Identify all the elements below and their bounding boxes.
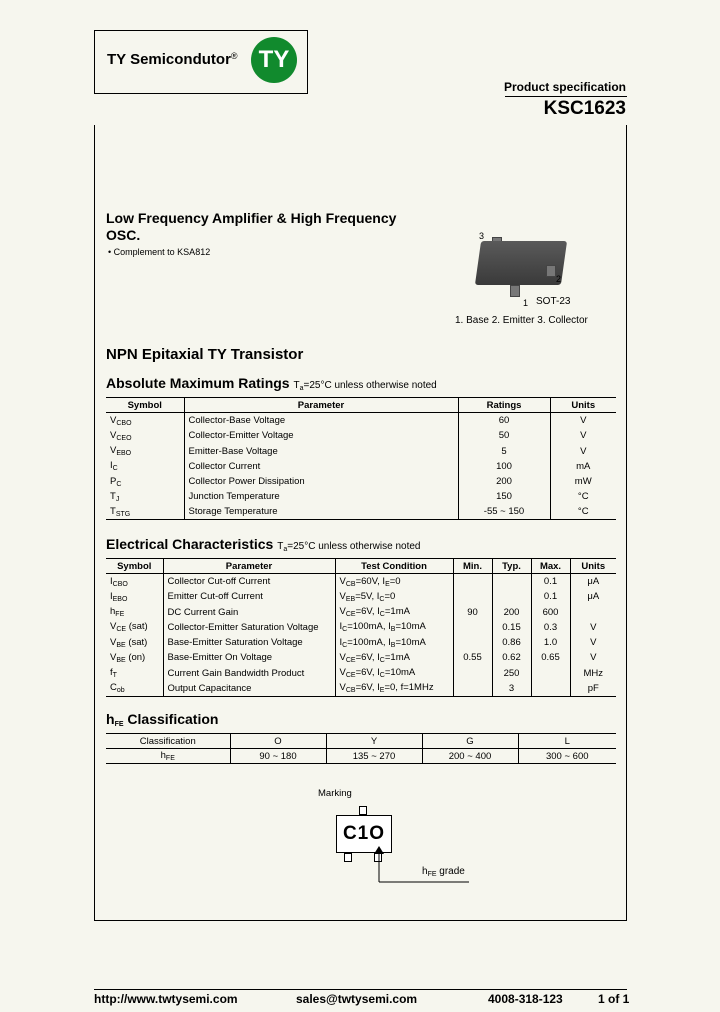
symbol-suffix: (sat) xyxy=(126,621,148,633)
parameter-cell: Emitter Cut-off Current xyxy=(163,589,335,604)
symbol-suffix: (sat) xyxy=(125,636,148,648)
max-cell: 0.1 xyxy=(531,574,570,589)
symbol-subscript: T xyxy=(112,672,117,680)
rating-cell: 150 xyxy=(458,489,550,504)
company-logo-box xyxy=(94,30,308,94)
rating-cell: -55 ~ 150 xyxy=(458,505,550,520)
symbol-subscript: STG xyxy=(115,510,131,518)
unit-cell: mA xyxy=(576,460,591,472)
symbol-cell xyxy=(106,604,163,619)
symbol-cell xyxy=(106,681,163,696)
test-condition-cell: $V_{CE}=6V$, $I_C=10mA$ xyxy=(335,666,453,681)
company-name: TY Semicondutor® xyxy=(107,51,238,68)
table-row xyxy=(106,443,616,458)
symbol-subscript: C xyxy=(116,480,122,488)
symbol-cell xyxy=(106,413,184,428)
range-cell: 300 ~ 600 xyxy=(518,749,616,764)
symbol-subscript: CBO xyxy=(112,580,128,588)
package-pin-2 xyxy=(546,265,556,277)
parameter-cell: DC Current Gain xyxy=(163,604,335,619)
column-header: Units xyxy=(550,398,616,413)
symbol-cell xyxy=(106,474,184,489)
symbol-subscript: C xyxy=(112,465,118,473)
parameter-cell: Collector-Base Voltage xyxy=(184,413,458,428)
marking-code: C1O xyxy=(336,815,392,853)
table-row xyxy=(106,459,616,474)
unit-cell: mW xyxy=(574,476,592,488)
min-cell xyxy=(453,681,492,696)
device-description: Low Frequency Amplifier & High Frequency OSC. xyxy=(106,210,397,243)
footer-divider xyxy=(94,989,627,990)
abs-max-heading: Absolute Maximum Ratings $T_a=25^\circ C$ unless otherwise noted xyxy=(106,375,437,392)
parameter-cell: Base-Emitter Saturation Voltage xyxy=(163,635,335,650)
table-row xyxy=(106,489,616,504)
parameter-cell: Collector-Emitter Voltage xyxy=(184,428,458,443)
typ-cell: 200 xyxy=(492,604,531,619)
device-type-title: NPN Epitaxial TY Transistor xyxy=(106,346,304,363)
symbol-subscript: EBO xyxy=(112,595,128,603)
parameter-cell: Collector Cut-off Current xyxy=(163,574,335,589)
table-row xyxy=(106,604,616,619)
test-condition-cell: $V_{CB}=60V$, $I_E=0$ xyxy=(335,574,453,589)
frame-right-border xyxy=(626,125,627,920)
rating-cell: 60 xyxy=(458,413,550,428)
symbol-letter: h xyxy=(110,606,116,618)
max-cell: 1.0 xyxy=(531,635,570,650)
max-cell: 0.1 xyxy=(531,589,570,604)
column-header: Symbol xyxy=(106,559,163,574)
max-cell xyxy=(531,681,570,696)
symbol-letter: V xyxy=(110,429,117,441)
classification-row xyxy=(106,734,616,749)
marking-pin-left xyxy=(344,853,352,862)
class-cell: Y xyxy=(326,734,422,749)
test-condition-cell: $I_C=100mA$, $I_B=10mA$ xyxy=(335,620,453,635)
table-row xyxy=(106,474,616,489)
symbol-letter: I xyxy=(110,460,113,472)
email-link[interactable]: sales@twtysemi.com xyxy=(296,992,418,1006)
column-header: Min. xyxy=(453,559,492,574)
symbol-cell xyxy=(106,666,163,681)
symbol-cell xyxy=(106,443,184,458)
header-divider xyxy=(505,96,627,97)
ty-logo-icon: TY xyxy=(251,37,297,83)
parameter-cell: Collector Current xyxy=(184,459,458,474)
part-number: KSC1623 xyxy=(543,98,626,119)
unit-cell: V xyxy=(590,637,597,649)
typ-cell: 0.86 xyxy=(492,635,531,650)
table-row xyxy=(106,505,616,520)
hfe-class-heading: $h_{FE}$ Classification xyxy=(106,711,219,728)
unit-cell: V xyxy=(580,415,587,427)
pin3-label: 3 xyxy=(479,231,485,241)
min-cell: 0.55 xyxy=(453,650,492,665)
column-header: Units xyxy=(570,559,616,574)
column-header: Test Condition xyxy=(335,559,453,574)
max-cell: 0.3 xyxy=(531,620,570,635)
min-cell xyxy=(453,620,492,635)
parameter-cell: Junction Temperature xyxy=(184,489,458,504)
typ-cell: 250 xyxy=(492,666,531,681)
elec-char-table xyxy=(106,558,616,697)
pin2-label: 2 xyxy=(556,274,562,284)
symbol-cell xyxy=(106,428,184,443)
doc-type: Product specification xyxy=(503,80,626,94)
abs-max-table xyxy=(106,397,616,520)
symbol-subscript: CEO xyxy=(116,434,132,442)
symbol-letter: P xyxy=(110,475,117,487)
symbol-subscript: J xyxy=(115,495,120,503)
column-header: Symbol xyxy=(106,398,184,413)
symbol-letter: T xyxy=(110,505,116,517)
pin1-label: 1 xyxy=(523,298,529,308)
unit-cell: °C xyxy=(577,491,589,503)
min-cell xyxy=(453,589,492,604)
unit-cell: V xyxy=(580,430,587,442)
parameter-cell: Storage Temperature xyxy=(184,505,458,520)
table-row xyxy=(106,589,616,604)
symbol-letter: V xyxy=(110,636,117,648)
unit-cell: V xyxy=(580,445,587,457)
table-row xyxy=(106,428,616,443)
symbol-cell xyxy=(106,650,163,665)
parameter-cell: Current Gain Bandwidth Product xyxy=(163,666,335,681)
typ-cell xyxy=(492,589,531,604)
symbol-subscript: BE xyxy=(116,641,126,649)
symbol-cell xyxy=(106,505,184,520)
rating-cell: 200 xyxy=(458,474,550,489)
range-cell: 135 ~ 270 xyxy=(326,749,422,764)
package-pin-1 xyxy=(510,285,520,297)
rating-cell: 100 xyxy=(458,459,550,474)
unit-cell: °C xyxy=(550,505,616,520)
class-cell: O xyxy=(230,734,326,749)
max-cell: 600 xyxy=(531,604,570,619)
column-header: Ratings xyxy=(458,398,550,413)
page-number: 1 of 1 xyxy=(598,992,630,1006)
symbol-letter: I xyxy=(110,575,113,587)
symbol-letter: V xyxy=(110,621,117,633)
unit-cell: MHz xyxy=(583,667,604,679)
parameter-cell: Emitter-Base Voltage xyxy=(184,443,458,458)
hfe-grade-label: $h_{FE}$ grade xyxy=(422,866,465,878)
column-header: Parameter xyxy=(184,398,458,413)
class-cell: L xyxy=(518,734,616,749)
symbol-subscript: ob xyxy=(116,687,125,695)
table-header-row xyxy=(106,559,616,574)
website-link[interactable]: http://www.twtysemi.com xyxy=(94,992,238,1006)
symbol-subscript: BE xyxy=(116,656,126,664)
test-condition-cell: $V_{CE}=6V$, $I_C=1mA$ xyxy=(335,650,453,665)
test-condition-cell: $V_{CB}=6V$, $I_E=0$, f=1MHz xyxy=(335,681,453,696)
symbol-cell xyxy=(106,635,163,650)
table-row xyxy=(106,666,616,681)
min-cell: 90 xyxy=(453,604,492,619)
parameter-cell: Collector-Emitter Saturation Voltage xyxy=(163,620,335,635)
parameter-cell: Collector Power Dissipation xyxy=(184,474,458,489)
symbol-cell xyxy=(106,574,163,589)
unit-cell: μA xyxy=(587,576,600,588)
unit-cell: V xyxy=(590,621,597,633)
symbol-letter: h xyxy=(160,750,166,761)
typ-cell: 0.62 xyxy=(492,650,531,665)
table-row xyxy=(106,635,616,650)
test-condition-cell: $I_C=100mA$, $I_B=10mA$ xyxy=(335,635,453,650)
symbol-subscript: CBO xyxy=(116,419,132,427)
table-header-row xyxy=(106,398,616,413)
symbol-cell xyxy=(106,620,163,635)
column-header: Max. xyxy=(531,559,570,574)
row-label: Classification xyxy=(106,734,230,749)
symbol-letter: f xyxy=(110,667,113,679)
rating-cell: 5 xyxy=(458,443,550,458)
row-label xyxy=(106,749,230,764)
sot23-package-drawing xyxy=(470,225,600,305)
unit-cell: μA xyxy=(587,591,600,603)
hfe-range-row xyxy=(106,749,616,764)
symbol-letter: T xyxy=(110,490,116,502)
range-cell: 90 ~ 180 xyxy=(230,749,326,764)
table-row xyxy=(106,681,616,696)
min-cell xyxy=(453,574,492,589)
rating-cell: 50 xyxy=(458,428,550,443)
typ-cell xyxy=(492,574,531,589)
unit-cell xyxy=(570,604,616,619)
package-name: SOT-23 xyxy=(536,296,571,307)
symbol-letter: V xyxy=(110,445,117,457)
column-header: Parameter xyxy=(163,559,335,574)
unit-cell: V xyxy=(590,652,597,664)
symbol-cell xyxy=(106,589,163,604)
symbol-cell xyxy=(106,459,184,474)
test-condition-cell: $V_{EB}=5V$, $I_C=0$ xyxy=(335,589,453,604)
table-row xyxy=(106,574,616,589)
parameter-cell: Output Capacitance xyxy=(163,681,335,696)
range-cell: 200 ~ 400 xyxy=(422,749,518,764)
symbol-letter: I xyxy=(110,590,113,602)
symbol-suffix: (on) xyxy=(125,651,146,663)
symbol-subscript: EBO xyxy=(116,450,132,458)
max-cell: 0.65 xyxy=(531,650,570,665)
marking-label: Marking xyxy=(318,788,352,799)
symbol-subscript: CE xyxy=(116,626,127,634)
min-cell xyxy=(453,666,492,681)
symbol-letter: C xyxy=(110,682,117,694)
marking-pin-top xyxy=(359,806,367,815)
frame-left-border xyxy=(94,125,95,920)
max-cell xyxy=(531,666,570,681)
symbol-letter: V xyxy=(110,651,117,663)
symbol-subscript: FE xyxy=(165,755,175,762)
parameter-cell: Base-Emitter On Voltage xyxy=(163,650,335,665)
hfe-class-table xyxy=(106,733,616,764)
typ-cell: 3 xyxy=(492,681,531,696)
class-cell: G xyxy=(422,734,518,749)
unit-cell: pF xyxy=(570,681,616,696)
table-row xyxy=(106,650,616,665)
test-condition-cell: $V_{CE}=6V$, $I_C=1mA$ xyxy=(335,604,453,619)
symbol-cell xyxy=(106,489,184,504)
column-header: Typ. xyxy=(492,559,531,574)
table-row xyxy=(106,413,616,428)
elec-char-heading: Electrical Characteristics $T_a=25^\circ C$ unless otherwise noted xyxy=(106,536,421,553)
phone-number: 4008-318-123 xyxy=(488,992,563,1006)
min-cell xyxy=(453,635,492,650)
table-row xyxy=(106,620,616,635)
frame-bottom-border xyxy=(94,920,627,921)
pin-description: 1. Base 2. Emitter 3. Collector xyxy=(455,315,588,326)
package-body xyxy=(475,241,567,285)
symbol-letter: V xyxy=(110,414,117,426)
typ-cell: 0.15 xyxy=(492,620,531,635)
complement-note: • Complement to KSA812 xyxy=(108,247,211,257)
symbol-subscript: FE xyxy=(115,611,125,619)
